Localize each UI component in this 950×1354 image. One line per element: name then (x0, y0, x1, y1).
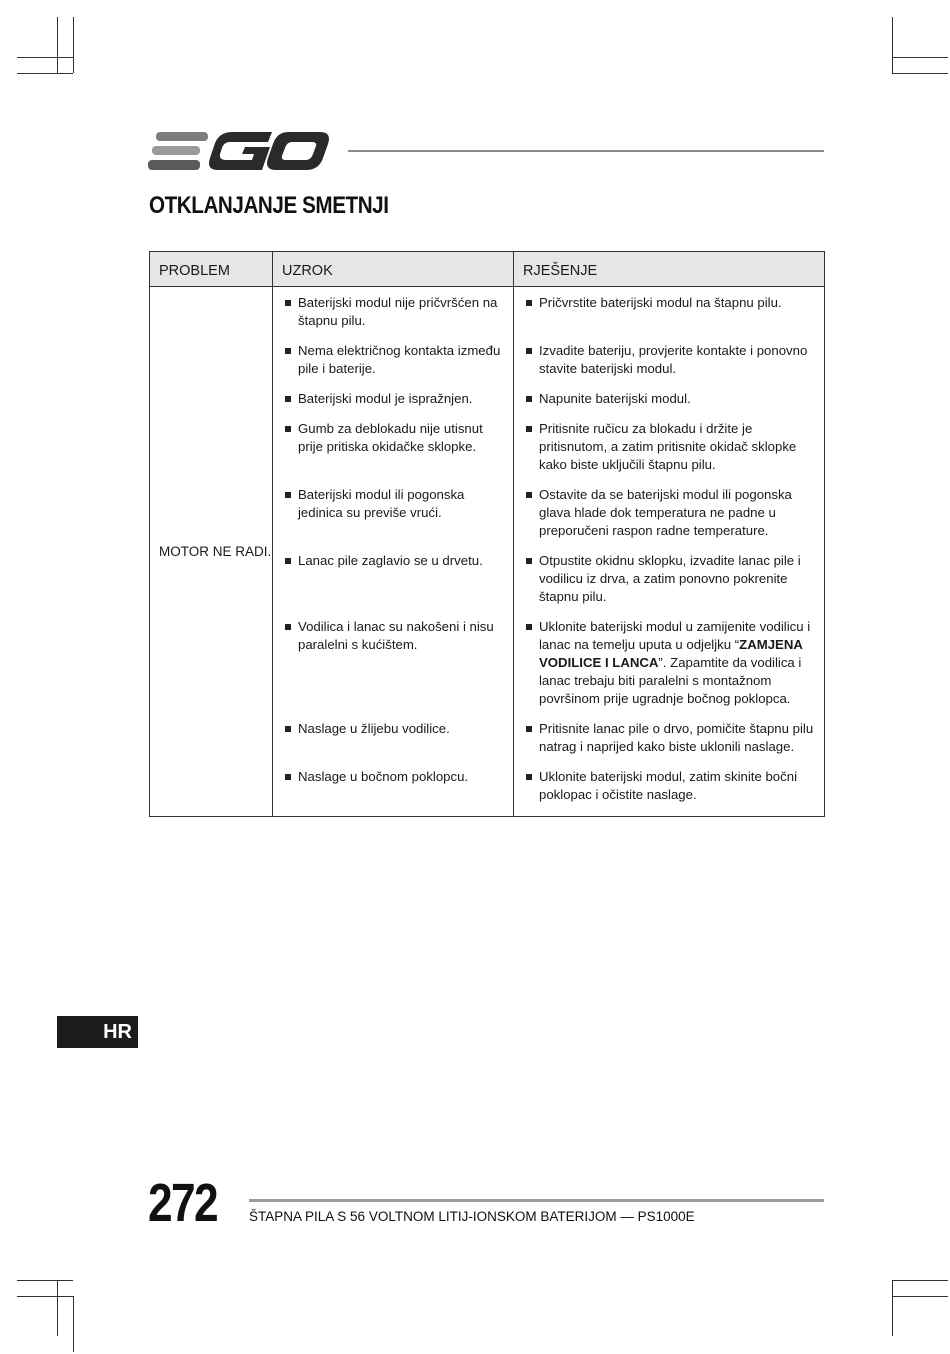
table-row (150, 287, 825, 343)
crop-mark (892, 17, 893, 73)
cause-cell: Vodilica i lanac su nakošeni i nisu paralelni s kućištem. (273, 618, 513, 666)
table-header-row (150, 252, 825, 287)
solution-cell: Pritisnite ručicu za blokadu i držite je pritisnutom, a zatim pritisnite okidač sklopke kako biste uključili štapnu pilu. (514, 420, 824, 486)
ego-logo (148, 128, 332, 174)
problem-cell: MOTOR NE RADI. (150, 287, 273, 817)
footer-product-line: ŠTAPNA PILA S 56 VOLTNOM LITIJ-IONSKOM BATERIJOM — PS1000E (249, 1209, 695, 1224)
cause-cell: Baterijski modul nije pričvršćen na štapnu pilu. (273, 287, 513, 342)
language-tab: HR (57, 1016, 138, 1048)
solution-cell: Otpustite okidnu sklopku, izvadite lanac pile i vodilicu iz drva, a zatim ponovno pokrenite štapnu pilu. (514, 552, 824, 618)
solution-cell: Pritisnite lanac pile o drvo, pomičite štapnu pilu natrag i naprijed kako biste uklonili naslage. (514, 720, 824, 768)
page-number: 272 (148, 1173, 217, 1233)
section-reference: ZAMJENA VODILICE I LANCA (539, 637, 803, 670)
solution-cell: Izvadite bateriju, provjerite kontakte i ponovno stavite baterijski modul. (514, 342, 824, 390)
crop-mark (73, 17, 74, 73)
solution-cell (514, 618, 824, 720)
solution-cell: Napunite baterijski modul. (514, 390, 824, 420)
crop-mark (17, 57, 73, 58)
crop-mark (17, 1280, 73, 1281)
cause-cell: Gumb za deblokadu nije utisnut prije pritiska okidačke sklopke. (273, 420, 513, 468)
header-rule (348, 150, 824, 152)
cause-cell: Baterijski modul ili pogonska jedinica su previše vrući. (273, 486, 513, 534)
crop-mark (57, 1280, 58, 1336)
crop-mark (892, 1280, 893, 1336)
cause-cell: Baterijski modul je ispražnjen. (273, 390, 513, 420)
crop-mark (892, 1296, 948, 1297)
solution-text: Uklonite baterijski modul u zamijenite vodilicu i lanac na temelju uputa u odjeljku “ (539, 619, 811, 652)
solution-cell: Pričvrstite baterijski modul na štapnu pilu. (514, 287, 824, 324)
solution-cell: Ostavite da se baterijski modul ili pogonska glava hlade dok temperatura ne padne u preporučeni raspon radne temperature. (514, 486, 824, 552)
crop-mark (892, 73, 948, 74)
page-title: OTKLANJANJE SMETNJI (149, 192, 389, 219)
crop-mark (73, 1296, 74, 1352)
cause-cell: Naslage u žlijebu vodilice. (273, 720, 513, 750)
crop-mark (892, 1280, 948, 1281)
solution-text: ”. Zapamtite da vodilica i lanac trebaju biti paralelni s montažnom površinom prije ugradnje bočnog poklopca. (539, 655, 802, 706)
crop-mark (57, 17, 58, 73)
crop-mark (17, 1296, 73, 1297)
crop-mark (892, 57, 948, 58)
footer-rule (249, 1199, 824, 1202)
cause-cell: Naslage u bočnom poklopcu. (273, 768, 513, 798)
crop-mark (17, 73, 73, 74)
header-solution: RJEŠENJE (514, 252, 825, 287)
header-cause: UZROK (273, 252, 514, 287)
solution-cell: Uklonite baterijski modul, zatim skinite bočni poklopac i očistite naslage. (514, 768, 824, 816)
header-problem: PROBLEM (150, 252, 273, 287)
cause-cell: Lanac pile zaglavio se u drvetu. (273, 552, 513, 582)
cause-cell: Nema električnog kontakta između pile i baterije. (273, 342, 513, 390)
troubleshooting-table (149, 251, 825, 817)
